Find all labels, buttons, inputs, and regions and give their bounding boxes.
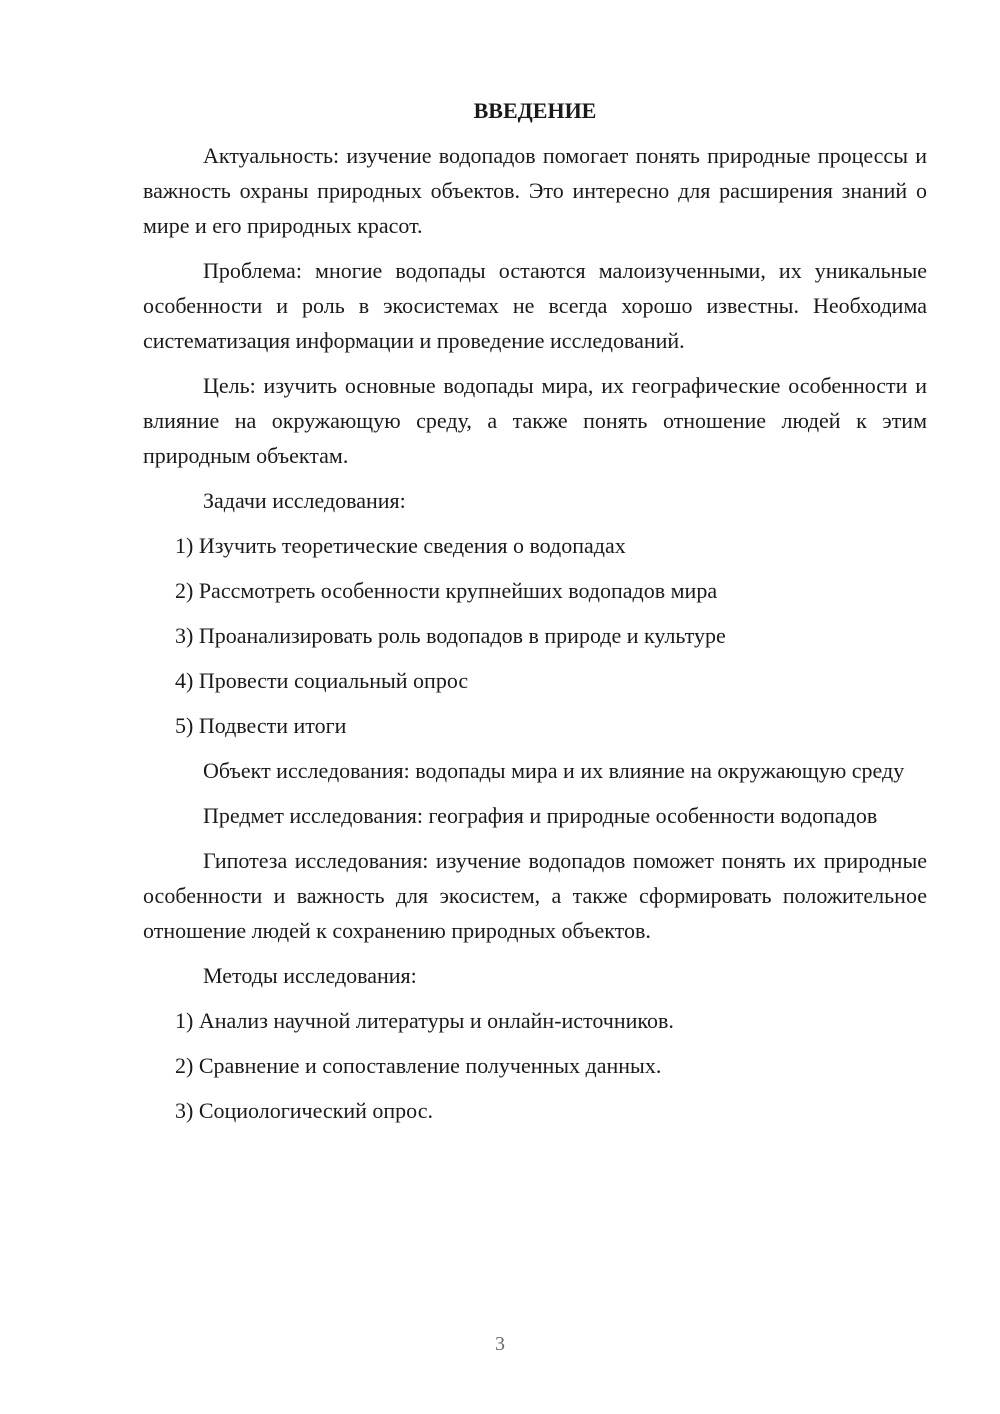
- method-item-3: 3) Социологический опрос.: [175, 1098, 433, 1123]
- task-item-3: 3) Проанализировать роль водопадов в природе и культуре: [175, 623, 726, 648]
- problem-paragraph: Проблема: многие водопады остаются малоизученными, их уникальные особенности и роль в экосистемах не всегда хорошо известны. Необходима систематизация информации и проведение исследований.: [143, 258, 927, 353]
- subject-paragraph: Предмет исследования: география и природные особенности водопадов: [203, 803, 878, 828]
- page-number: 3: [495, 1333, 505, 1355]
- relevance-paragraph: Актуальность: изучение водопадов помогает понять природные процессы и важность охраны природных объектов. Это интересно для расширения знаний о мире и его природных красот.: [143, 143, 927, 238]
- section-title: ВВЕДЕНИЕ: [473, 98, 597, 123]
- methods-heading: Методы исследования:: [203, 963, 417, 988]
- task-item-1: 1) Изучить теоретические сведения о водопадах: [175, 533, 626, 558]
- object-paragraph: Объект исследования: водопады мира и их влияние на окружающую среду: [203, 758, 905, 783]
- method-item-2: 2) Сравнение и сопоставление полученных данных.: [175, 1053, 662, 1078]
- task-item-5: 5) Подвести итоги: [175, 713, 347, 738]
- goal-paragraph: Цель: изучить основные водопады мира, их географические особенности и влияние на окружающую среду, а также понять отношение людей к этим природным объектам.: [143, 373, 927, 468]
- hypothesis-paragraph: Гипотеза исследования: изучение водопадов поможет понять их природные особенности и важность для экосистем, а также сформировать положительное отношение людей к сохранению природных объектов.: [143, 848, 927, 943]
- document-page: [143, 96, 927, 1138]
- method-item-1: 1) Анализ научной литературы и онлайн-источников.: [175, 1008, 674, 1033]
- task-item-4: 4) Провести социальный опрос: [175, 668, 469, 693]
- tasks-heading: Задачи исследования:: [203, 488, 406, 513]
- task-item-2: 2) Рассмотреть особенности крупнейших водопадов мира: [175, 578, 718, 603]
